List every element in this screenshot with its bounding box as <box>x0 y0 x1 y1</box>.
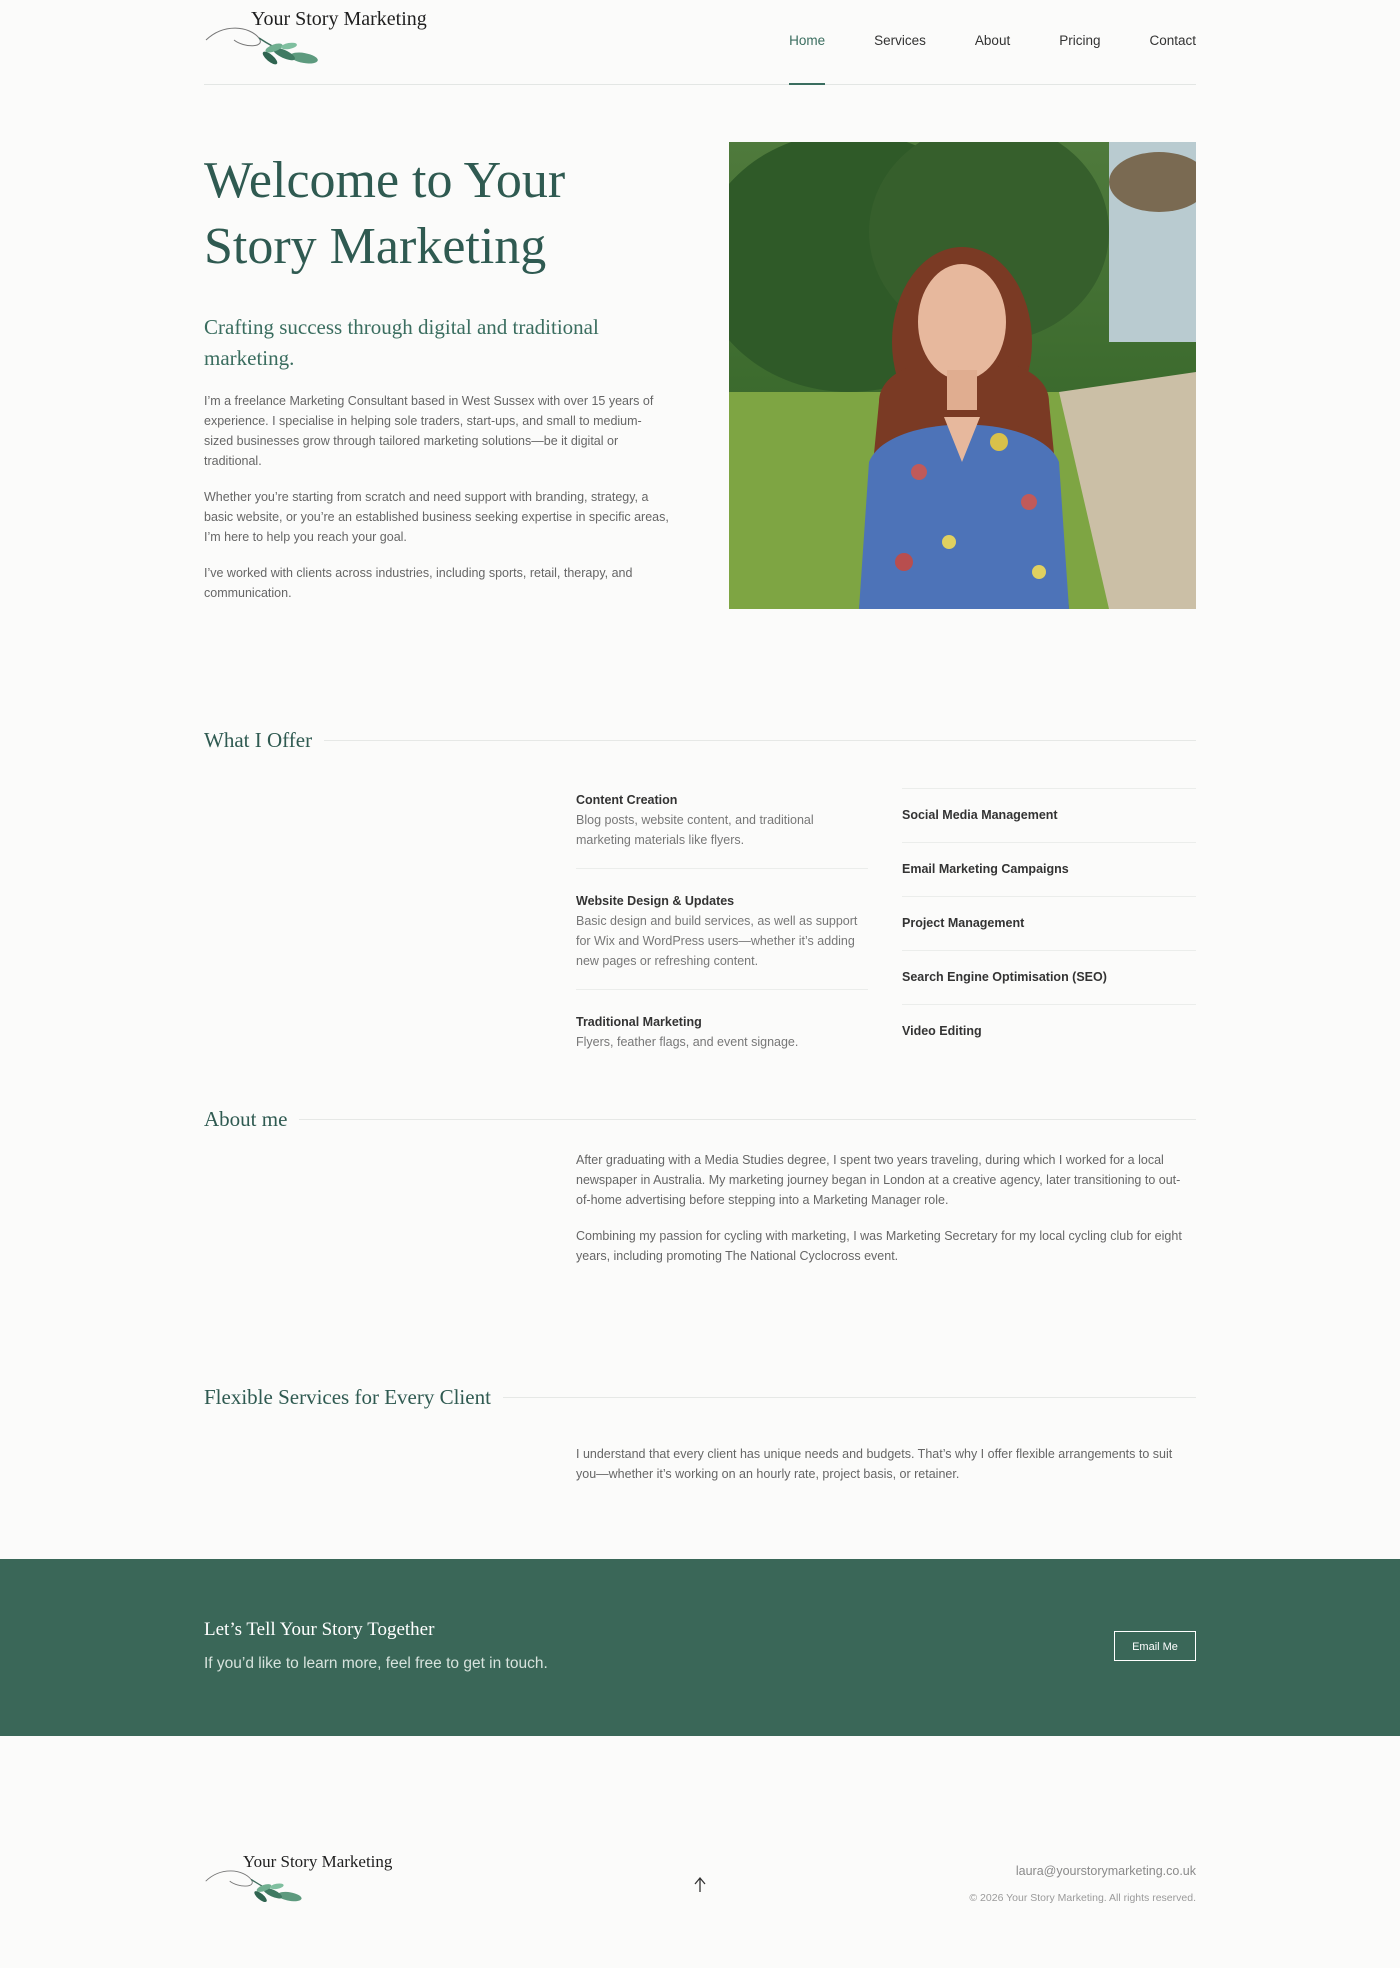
hero-paragraph: Whether you’re starting from scratch and need support with branding, strategy, a basic website, or you’re an established business seeking expertise in specific areas, I’m here to help you reach your goal. <box>204 490 669 544</box>
hero-body <box>204 391 669 619</box>
footer-logo[interactable] <box>204 1850 434 1912</box>
service-list-item[interactable]: Video Editing <box>902 1024 982 1038</box>
flexible-body <box>576 1444 1186 1500</box>
hero-title: Welcome to Your Story Marketing <box>204 152 566 275</box>
offer-section-header <box>204 725 1196 755</box>
about-heading: About me <box>204 1106 288 1131</box>
email-me-button[interactable]: Email Me <box>1114 1631 1196 1661</box>
offer-item-title: Website Design & Updates <box>576 894 735 908</box>
offer-item <box>576 887 868 990</box>
site-logo[interactable] <box>204 4 464 72</box>
service-list-item[interactable]: Search Engine Optimisation (SEO) <box>902 951 1196 1005</box>
hero-subtitle: Crafting success through digital and traditional marketing. <box>204 315 599 370</box>
footer-brand-name: Your Story Marketing <box>243 1852 393 1871</box>
arrow-up-icon[interactable] <box>693 1876 707 1894</box>
offer-service-list <box>902 788 1196 1058</box>
brand-name: Your Story Marketing <box>251 8 427 30</box>
offer-item <box>576 1008 868 1070</box>
nav-home[interactable]: Home <box>789 0 825 84</box>
site-header <box>204 0 1196 85</box>
nav-services[interactable]: Services <box>874 33 926 48</box>
about-section-header <box>204 1104 1196 1134</box>
offer-item-title: Content Creation <box>576 793 678 807</box>
divider <box>324 740 1196 741</box>
cta-title: Let’s Tell Your Story Together <box>204 1619 435 1640</box>
cta-banner <box>0 1559 1400 1736</box>
hero-paragraph: I’m a freelance Marketing Consultant based in West Sussex with over 15 years of experience. I specialise in helping sole traders, start-ups, and small to medium-sized businesses grow through tailored marketing solutions—be it digital or traditional. <box>204 394 654 468</box>
offer-item-desc: Flyers, feather flags, and event signage. <box>576 1035 799 1049</box>
nav-contact[interactable]: Contact <box>1149 33 1196 48</box>
about-paragraph: After graduating with a Media Studies degree, I spent two years traveling, during which I worked for a local newspaper in Australia. My marketing journey began in London at a creative agency, later transitioning to out-of-home advertising before stepping into a Marketing Manager role. <box>576 1153 1181 1207</box>
nav-about[interactable]: About <box>974 33 1011 48</box>
hero-paragraph: I’ve worked with clients across industries, including sports, retail, therapy, and communication. <box>204 566 633 600</box>
nav-pricing[interactable]: Pricing <box>1059 33 1101 48</box>
footer-email-link[interactable]: laura@yourstorymarketing.co.uk <box>1015 1864 1196 1878</box>
offer-item <box>576 786 868 869</box>
flexible-paragraph: I understand that every client has unique needs and budgets. That’s why I offer flexible arrangements to suit you—whether it’s working on an hourly rate, project basis, or retainer. <box>576 1447 1173 1481</box>
offer-heading: What I Offer <box>204 727 313 752</box>
footer-copyright: © 2026 Your Story Marketing. All rights reserved. <box>969 1892 1196 1904</box>
offer-item-desc: Basic design and build services, as well as support for Wix and WordPress users—whether it’s adding new pages or refreshing content. <box>576 914 858 968</box>
service-list-item[interactable]: Project Management <box>902 897 1196 951</box>
flexible-heading: Flexible Services for Every Client <box>204 1384 491 1409</box>
offer-item-title: Traditional Marketing <box>576 1015 702 1029</box>
divider <box>299 1119 1196 1120</box>
service-list-item[interactable]: Social Media Management <box>902 789 1196 843</box>
main-nav <box>740 0 1196 84</box>
cta-subtitle: If you’d like to learn more, feel free to get in touch. <box>204 1655 548 1672</box>
portrait-photo <box>729 142 1196 609</box>
divider <box>503 1397 1196 1398</box>
about-paragraph: Combining my passion for cycling with marketing, I was Marketing Secretary for my local cycling club for eight years, including promoting The National Cyclocross event. <box>576 1229 1182 1263</box>
offer-detailed-list <box>576 786 868 1088</box>
service-list-item[interactable]: Email Marketing Campaigns <box>902 843 1196 897</box>
offer-item-desc: Blog posts, website content, and traditional marketing materials like flyers. <box>576 813 814 847</box>
about-body <box>576 1150 1186 1282</box>
flexible-section-header <box>204 1382 1196 1412</box>
